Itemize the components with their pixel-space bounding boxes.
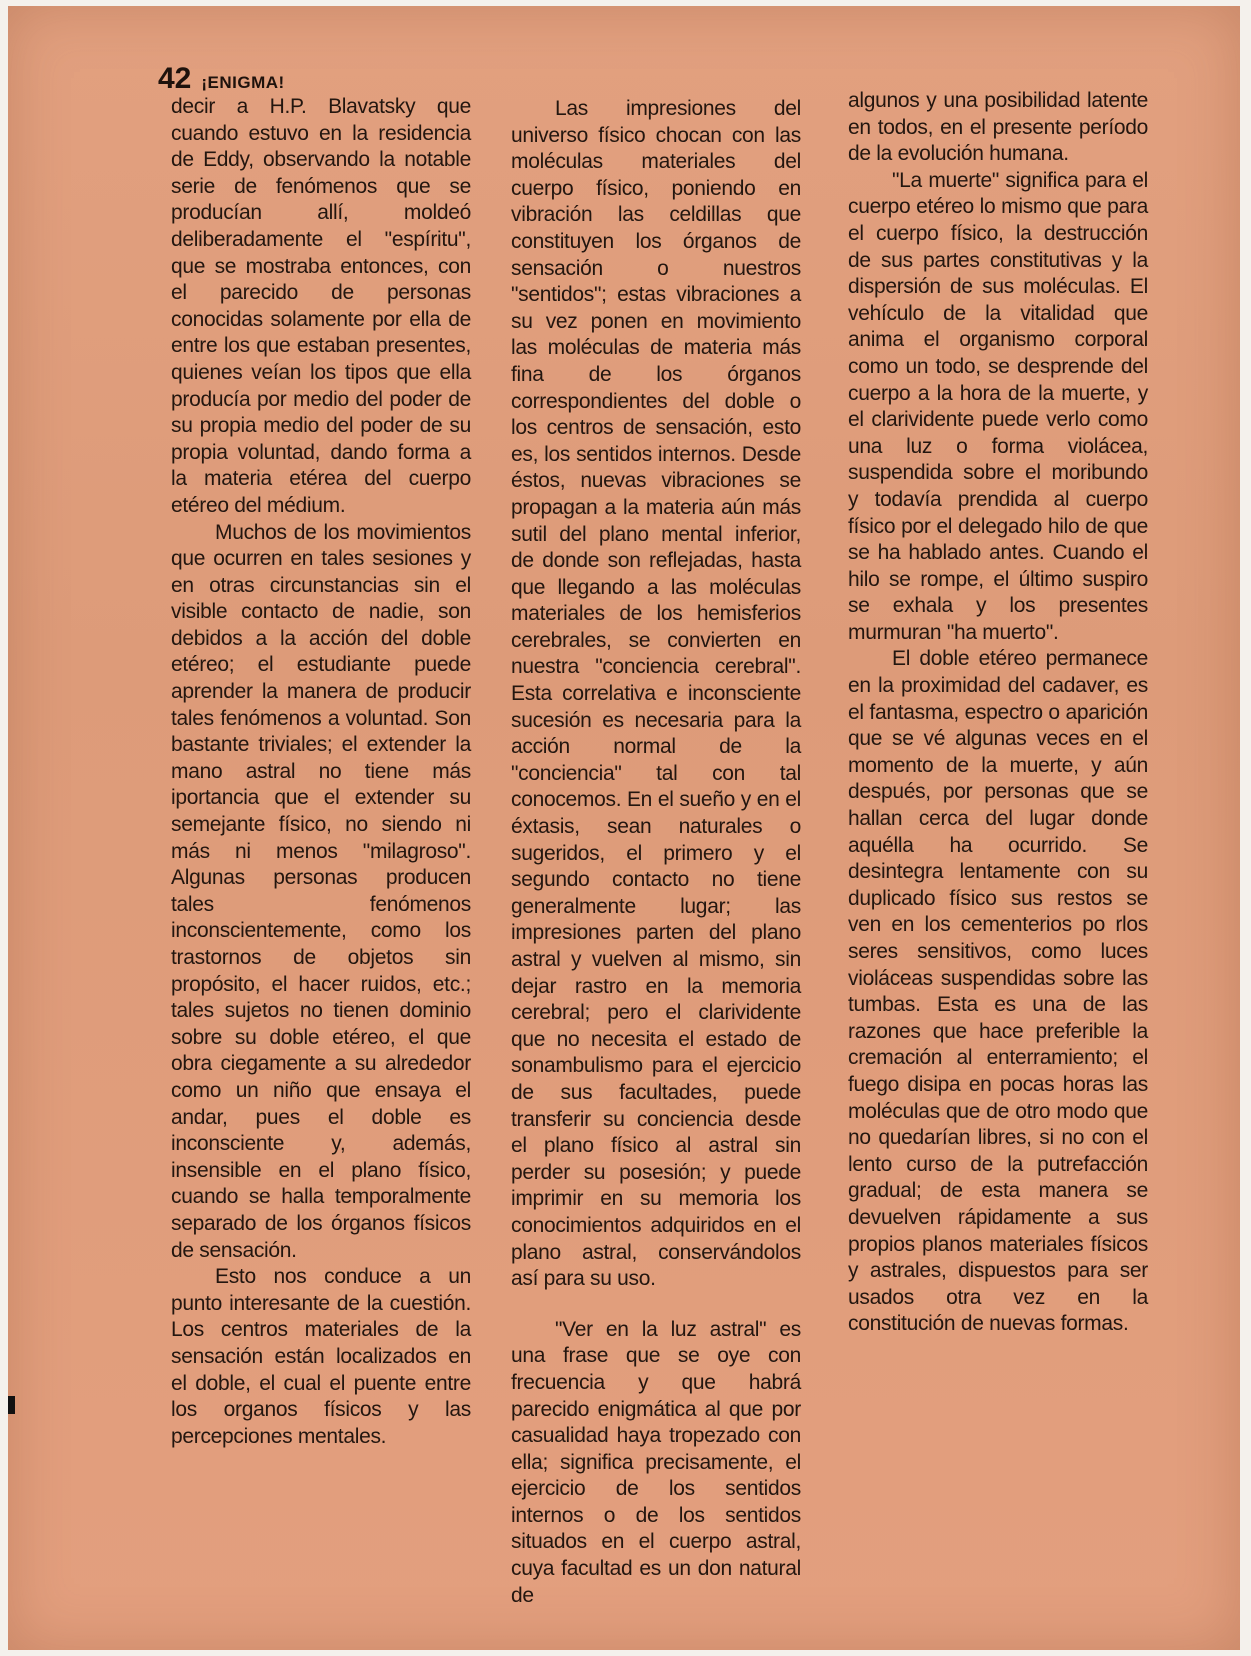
text-column-right <box>848 88 1148 1338</box>
paragraph: "Ver en la luz astral" es una frase que se oye con frecuencia y que habrá parecido enigmática al que por casualidad haya tropezado con ella; significa precisamente, el ejercicio de los sentidos internos o de los sentidos situados en el cuerpo astral, cuya facultad es un don natural de <box>511 1317 801 1607</box>
scan-edge-mark <box>8 1396 15 1414</box>
text-column-middle <box>511 96 801 1609</box>
paragraph: decir a H.P. Blavatsky que cuando estuvo en la residencia de Eddy, observando la notable serie de fenómenos que se producían allí, moldeó deliberadamente el "espíritu", que se mostraba entonces, con el parecido de personas conocidas solamente por ella de entre los que estaban presentes, quienes veían los tipos que ella producía por medio del poder de su propia medio del poder de su propia voluntad, dando forma a la materia etérea del cuerpo etéreo del médium. <box>171 95 471 517</box>
paragraph: Las impresiones del universo físico chocan con las moléculas materiales del cuerpo físico, poniendo en vibración las celdillas que constituyen los órganos de sensación o nuestros "sentidos"; estas vibraciones a su vez ponen en movimiento las moléculas de materia más fina de los órganos correspondientes del doble o los centros de sensación, esto es, los sentidos internos. Desde éstos, nuevas vibraciones se propagan a la materia aún más sutil del plano mental inferior, de donde son reflejadas, hasta que llegando a las moléculas materiales de los hemisferios cerebrales, se convierten en nuestra "conciencia cerebral". Esta correlativa e inconsciente sucesión es necesaria para la acción normal de la "conciencia" tal con tal conocemos. En el sueño y en el éxtasis, sean naturales o sugeridos, el primero y el segundo contacto no tiene generalmente lugar; las impresiones parten del plano astral y vuelven al mismo, sin dejar rastro en la memoria cerebral; pero el clarividente que no necesita el estado de sonambulismo para el ejercicio de sus facultades, puede transferir su conciencia desde el plano físico al astral sin perder su posesión; y puede imprimir en su memoria los conocimientos adquiridos en el plano astral, conservándolos así para su uso. <box>511 97 801 1291</box>
page-header <box>158 62 285 96</box>
paragraph: Muchos de los movimientos que ocurren en tales sesiones y en otras circunstancias sin el visible contacto de nadie, son debidos a la acción del doble etéreo; el estudiante puede aprender la manera de producir tales fenómenos a voluntad. Son bastante triviales; el extender la mano astral no tiene más iportancia que el extender su semejante físico, no siendo ni más ni menos "milagroso". Algunas personas producen tales fenómenos inconscientemente, como los trastornos de objetos sin propósito, el hacer ruidos, etc.; tales sujetos no tienen dominio sobre su doble etéreo, el que obra ciegamente a su alrededor como un niño que ensaya el andar, pues el doble es inconsciente y, además, insensible en el plano físico, cuando se halla temporalmente separado de los órganos físicos de sensación. <box>171 520 471 1262</box>
page-number: 42 <box>158 62 192 95</box>
text-column-left <box>171 94 471 1450</box>
section-title: ¡ENIGMA! <box>201 73 285 92</box>
paragraph: Esto nos conduce a un punto interesante de la cuestión. Los centros materiales de la sensación están localizados en el doble, el cual el puente entre los organos físicos y las percepciones mentales. <box>171 1265 471 1448</box>
paragraph: algunos y una posibilidad latente en todos, en el presente período de la evolución humana. <box>848 89 1148 166</box>
magazine-page <box>8 6 1240 1650</box>
paragraph: El doble etéreo permanece en la proximidad del cadaver, es el fantasma, espectro o aparición que se vé algunas veces en el momento de la muerte, y aún después, por personas que se hallan cerca del lugar donde aquélla ha ocurrido. Se desintegra lentamente con su duplicado físico sus restos se ven en los cementerios po rlos seres sensitivos, como luces violáceas suspendidas sobre las tumbas. Esta es una de las razones que hace preferible la cremación al enterramiento; el fuego disipa en pocas horas las moléculas que de otro modo que no quedarían libres, si no con el lento curso de la putrefacción gradual; de esta manera se devuelven rápidamente a sus propios planos materiales físicos y astrales, dispuestos para ser usados otra vez en la constitución de nuevas formas. <box>848 647 1148 1336</box>
paragraph: "La muerte" significa para el cuerpo etéreo lo mismo que para el cuerpo físico, la destrucción de sus partes constitutivas y la dispersión de sus moléculas. El vehículo de la vitalidad que anima el organismo corporal como un todo, se desprende del cuerpo a la hora de la muerte, y el clarividente puede verlo como una luz o forma violácea, suspendida sobre el moribundo y todavía prendida al cuerpo físico por el delegado hilo de que se ha hablado antes. Cuando el hilo se rompe, el último suspiro se exhala y los presentes murmuran "ha muerto". <box>848 168 1148 644</box>
